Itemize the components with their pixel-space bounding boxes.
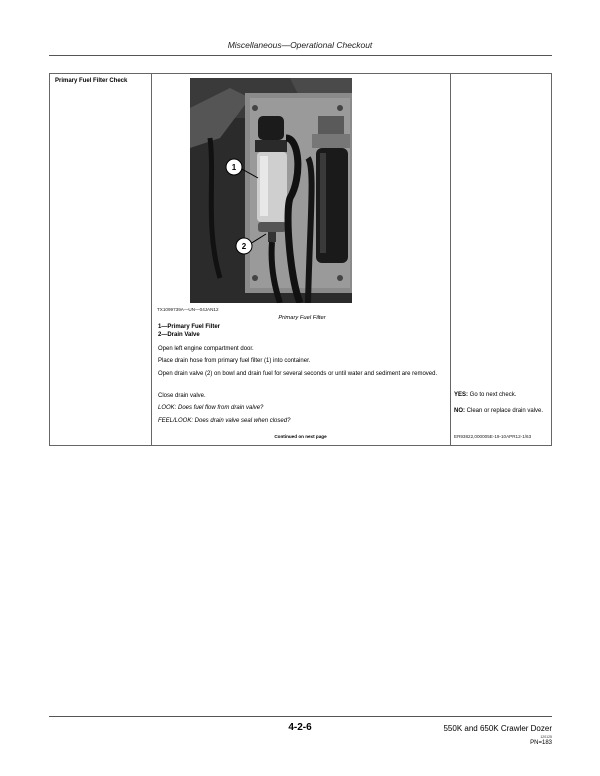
print-code: 120125 (540, 735, 552, 739)
continued-note: Continued on next page (274, 434, 327, 439)
column-divider (450, 74, 451, 445)
yes-text: Go to next check. (468, 392, 517, 398)
callout-2: 2 (241, 242, 247, 251)
footer-rule (49, 716, 552, 717)
no-label: NO: (454, 408, 465, 414)
step-text: Open left engine compartment door. (158, 346, 254, 352)
no-text: Clean or replace drain valve. (465, 408, 544, 414)
yes-result (454, 392, 516, 398)
fuel-filter-photo (190, 78, 352, 303)
feel-look-question: FEEL/LOOK: Does drain valve seal when closed? (158, 418, 291, 424)
header-title: Miscellaneous—Operational Checkout (227, 40, 373, 50)
model-name: 550K and 650K Crawler Dozer (443, 724, 552, 733)
figure-id: TX1099739A—UN—04JAN12 (157, 307, 219, 312)
callout-1: 1 (231, 163, 237, 172)
step-text: Close drain valve. (158, 393, 206, 399)
yes-label: YES: (454, 392, 469, 398)
part-number: PN=183 (530, 740, 552, 746)
column-divider (151, 74, 152, 445)
procedure-box (49, 73, 552, 446)
section-title: Primary Fuel Filter Check (55, 78, 128, 84)
step-text: Open drain valve (2) on bowl and drain fuel for several seconds or until water and sediment are removed. (158, 371, 438, 377)
look-question: LOOK: Does fuel flow from drain valve? (158, 405, 264, 411)
no-result (454, 407, 549, 415)
reference-code: ER93822,000005E-19-10APR12-1/63 (454, 434, 532, 439)
step-text: Place drain hose from primary fuel filter (1) into container. (158, 358, 311, 364)
legend-item: 2—Drain Valve (158, 332, 200, 338)
figure-caption: Primary Fuel Filter (278, 315, 326, 321)
header-rule (49, 55, 552, 56)
legend-item: 1—Primary Fuel Filter (158, 324, 221, 330)
page-number: 4-2-6 (288, 722, 312, 733)
